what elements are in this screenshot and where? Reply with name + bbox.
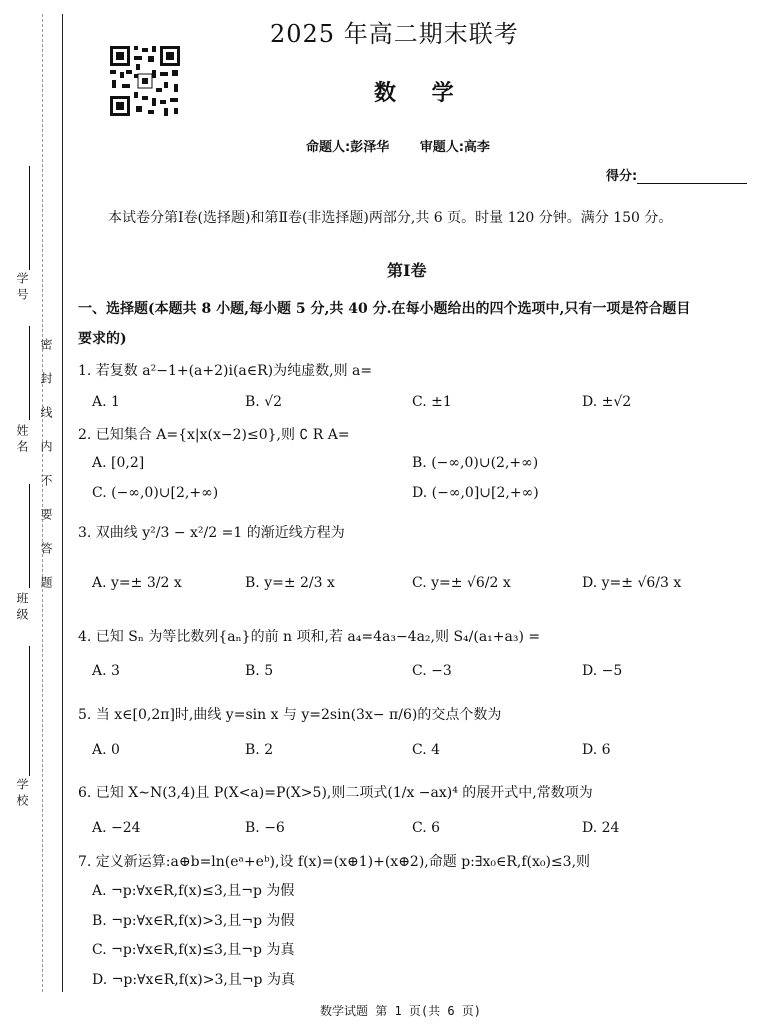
student-no-label: 学 号: [15, 272, 29, 300]
student-no-line: [29, 166, 30, 270]
q5-option-c[interactable]: C. 4: [412, 742, 441, 758]
qr-code-icon: [108, 44, 182, 118]
q5-option-b[interactable]: B. 2: [245, 742, 274, 758]
q4-option-b[interactable]: B. 5: [245, 663, 274, 679]
q5-option-d[interactable]: D. 6: [582, 742, 611, 758]
q7-option-b[interactable]: B. ¬p:∀x∈R,f(x)>3,且¬p 为假: [92, 913, 295, 929]
q6-option-d[interactable]: D. 24: [582, 820, 620, 836]
q3-option-b[interactable]: B. y=± 2/3 x: [245, 575, 335, 591]
q7-option-d[interactable]: D. ¬p:∀x∈R,f(x)>3,且¬p 为真: [92, 972, 295, 988]
exam-title: 2025 年高二期末联考: [270, 20, 519, 48]
question-7-stem: 7. 定义新运算:a⊕b=ln(eᵃ+eᵇ),设 f(x)=(x⊕1)+(x⊕2),命题 p:∃x₀∈R,f(x₀)≤3,则: [78, 854, 591, 870]
subject-title: 数 学: [374, 81, 468, 106]
seal-warning-text: 密封线内不要答题: [39, 338, 53, 610]
q7-option-a[interactable]: A. ¬p:∀x∈R,f(x)≤3,且¬p 为假: [92, 883, 295, 899]
question-6-stem: 6. 已知 X∼N(3,4)且 P(X<a)=P(X>5),则二项式(1/x −ax)⁴ 的展开式中,常数项为: [78, 785, 593, 801]
part-heading-cont: 要求的): [78, 331, 127, 347]
name-line: [29, 326, 30, 420]
author-label: 命题人:彭泽华: [306, 140, 390, 155]
author-line: [306, 136, 516, 155]
class-line: [29, 484, 30, 588]
page-footer: 数学试题 第 1 页(共 6 页): [320, 1004, 482, 1018]
q1-option-a[interactable]: A. 1: [92, 394, 120, 410]
score-blank[interactable]: [637, 169, 747, 184]
score-field[interactable]: [606, 165, 747, 184]
question-5-stem: 5. 当 x∈[0,2π]时,曲线 y=sin x 与 y=2sin(3x− π/6)的交点个数为: [78, 707, 502, 723]
q4-option-a[interactable]: A. 3: [92, 663, 120, 679]
score-label: 得分:: [606, 169, 638, 184]
school-label: 学 校: [15, 778, 29, 806]
name-label: 姓 名: [15, 424, 29, 452]
q1-option-d[interactable]: D. ±√2: [582, 394, 632, 410]
question-3-stem: 3. 双曲线 y²/3 − x²/2 =1 的渐近线方程为: [78, 525, 345, 541]
question-4-stem: 4. 已知 Sₙ 为等比数列{aₙ}的前 n 项和,若 a₄=4a₃−4a₂,则 S₄/(a₁+a₃) =: [78, 629, 541, 645]
q2-option-b[interactable]: B. (−∞,0)∪(2,+∞): [412, 455, 539, 471]
q4-option-d[interactable]: D. −5: [582, 663, 623, 679]
q2-option-d[interactable]: D. (−∞,0]∪[2,+∞): [412, 485, 539, 501]
class-label: 班 级: [15, 592, 29, 620]
question-1-stem: 1. 若复数 a²−1+(a+2)i(a∈R)为纯虚数,则 a=: [78, 363, 373, 379]
q1-option-b[interactable]: B. √2: [245, 394, 283, 410]
q3-option-a[interactable]: A. y=± 3/2 x: [92, 575, 182, 591]
school-line: [29, 646, 30, 776]
q3-option-c[interactable]: C. y=± √6/2 x: [412, 575, 511, 591]
part-heading: 一、选择题(本题共 8 小题,每小题 5 分,共 40 分.在每小题给出的四个选项中,只有一项是符合题目: [78, 301, 691, 317]
reviewer-label: 审题人:高李: [419, 140, 490, 155]
q2-option-a[interactable]: A. [0,2]: [92, 455, 145, 471]
q6-option-c[interactable]: C. 6: [412, 820, 441, 836]
q6-option-a[interactable]: A. −24: [92, 820, 141, 836]
question-2-stem: 2. 已知集合 A={x|x(x−2)≤0},则 ∁ R A=: [78, 427, 350, 443]
q3-option-d[interactable]: D. y=± √6/3 x: [582, 575, 682, 591]
q1-option-c[interactable]: C. ±1: [412, 394, 452, 410]
q7-option-c[interactable]: C. ¬p:∀x∈R,f(x)≤3,且¬p 为真: [92, 942, 295, 958]
section-title: 第Ⅰ卷: [387, 261, 427, 280]
binding-solid-line: [62, 14, 63, 992]
q2-option-c[interactable]: C. (−∞,0)∪[2,+∞): [92, 485, 219, 501]
q6-option-b[interactable]: B. −6: [245, 820, 285, 836]
exam-intro: 本试卷分第Ⅰ卷(选择题)和第Ⅱ卷(非选择题)两部分,共 6 页。时量 120 分钟。满分 150 分。: [108, 210, 673, 226]
q5-option-a[interactable]: A. 0: [92, 742, 120, 758]
q4-option-c[interactable]: C. −3: [412, 663, 452, 679]
